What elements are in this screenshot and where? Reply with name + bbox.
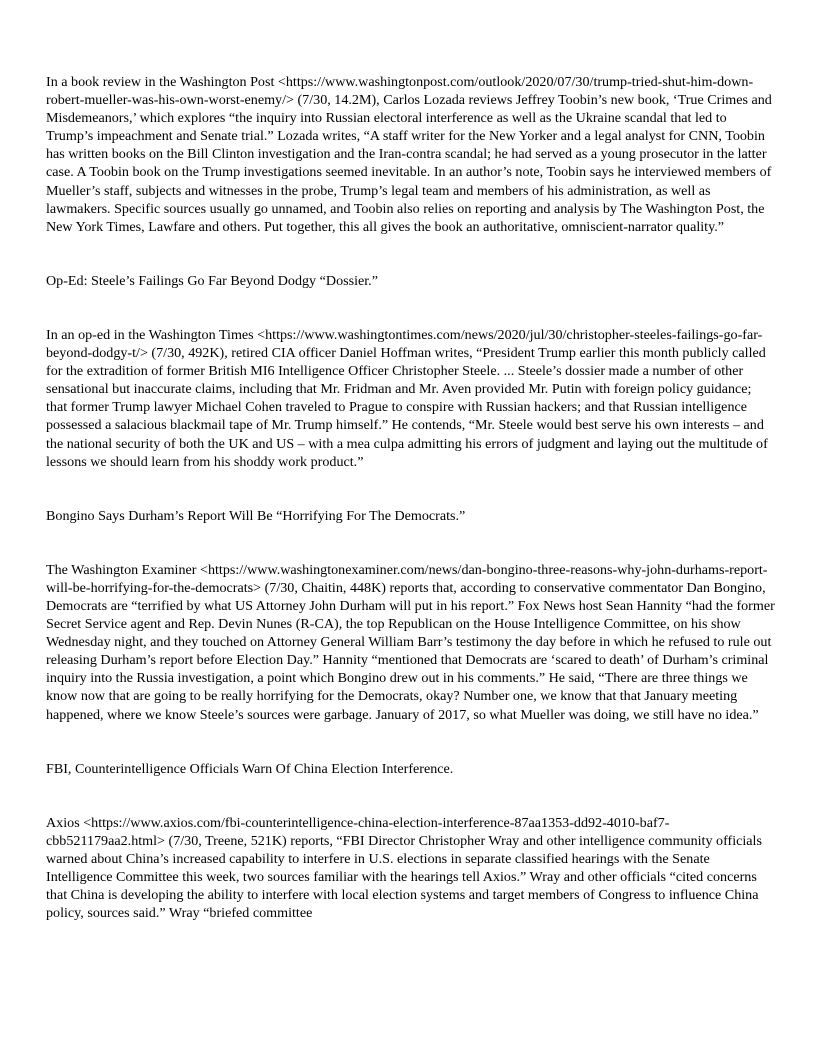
article-body-bongino: The Washington Examiner <https://www.washingtonexaminer.com/news/dan-bongino-three-reasons-why-john-durhams-report-will-be-horrifying-for-the-democrats> (7/30, Chaitin, 448K) reports that, according to conservative commentator Dan Bongino, Democrats are “terrified by what US Attorney John Durham will put in his report.” Fox News host Sean Hannity “had the former Secret Service agent and Rep. Devin Nunes (R-CA), the top Republican on the House Intelligence Committee, on his show Wednesday night, and they touched on Attorney General William Barr’s testimony the day before in which he refused to rule out releasing Durham’s report before Election Day.” Hannity “mentioned that Democrats are ‘scared to death’ of Durham’s criminal inquiry into the Russia investigation, a point which Bongino drew out in his comments.” He said, “There are three things we know now that are going to be really horrifying for the Democrats, okay? Number one, we know that that January meeting happened, where we know Steele’s sources were garbage. January of 2017, so what Mueller was doing, we still have no idea.” <box>46 561 775 723</box>
headline-bongino-durham: Bongino Says Durham’s Report Will Be “Horrifying For The Democrats.” <box>46 507 466 524</box>
article-body-steele-oped: In an op-ed in the Washington Times <https://www.washingtontimes.com/news/2020/jul/30/christopher-steeles-failings-go-far-beyond-dodgy-t/> (7/30, 492K), retired CIA officer Daniel Hoffman writes, “President Trump earlier this month publicly called for the extradition of former British MI6 Intelligence Officer Christopher Steele. ... Steele’s dossier made a number of other sensational but inaccurate claims, including that Mr. Fridman and Mr. Aven provided Mr. Putin with foreign policy guidance; that former Trump lawyer Michael Cohen traveled to Prague to conspire with Russian hackers; and that Russian intelligence possessed a salacious blackmail tape of Mr. Trump himself.” He contends, “Mr. Steele would best serve his own interests – and the national security of both the UK and US – with a mea culpa admitting his errors of judgment and laying out the multitude of lessons we should learn from his shoddy work product.” <box>46 326 768 470</box>
paragraph-spacer <box>46 236 776 272</box>
paragraph-spacer <box>46 525 776 561</box>
paragraph-spacer <box>46 724 776 760</box>
paragraph-spacer <box>46 471 776 507</box>
article-body-toobin-review: In a book review in the Washington Post <https://www.washingtonpost.com/outlook/2020/07/30/trump-tried-shut-him-down-robert-mueller-was-his-own-worst-enemy/> (7/30, 14.2M), Carlos Lozada reviews Jeffrey Toobin’s new book, ‘True Crimes and Misdemeanors,’ which explores “the inquiry into Russian electoral interference as well as the Ukraine scandal that led to Trump’s impeachment and Senate trial.” Lozada writes, “A staff writer for the New Yorker and a legal analyst for CNN, Toobin has written books on the Bill Clinton investigation and the Iran-contra scandal; he had served as a young prosecutor in the latter case. A Toobin book on the Trump investigations seemed inevitable. In an author’s note, Toobin says he interviewed members of Mueller’s staff, subjects and witnesses in the probe, Trump’s legal team and members of his administration, as well as lawmakers. Specific sources usually go unnamed, and Toobin also relies on reporting and analysis by The Washington Post, the New York Times, Lawfare and others. Put together, this all gives the book an authoritative, omniscient-narrator quality.” <box>46 74 772 235</box>
paragraph-spacer <box>46 778 776 814</box>
document-page <box>46 73 776 922</box>
paragraph-spacer <box>46 290 776 326</box>
headline-china-interference: FBI, Counterintelligence Officials Warn Of China Election Interference. <box>46 760 454 777</box>
headline-steele-failings: Op-Ed: Steele’s Failings Go Far Beyond Dodgy “Dossier.” <box>46 272 378 289</box>
article-body-axios-china: Axios <https://www.axios.com/fbi-counterintelligence-china-election-interference-87aa1353-dd92-4010-baf7-cbb521179aa2.html> (7/30, Treene, 521K) reports, “FBI Director Christopher Wray and other intelligence community officials warned about China’s increased capability to interfere in U.S. elections in separate classified hearings with the Senate Intelligence Committee this week, two sources familiar with the hearings tell Axios.” Wray and other officials “cited concerns that China is developing the ability to interfere with local election systems and target members of Congress to influence China policy, sources said.” Wray “briefed committee <box>46 814 762 922</box>
